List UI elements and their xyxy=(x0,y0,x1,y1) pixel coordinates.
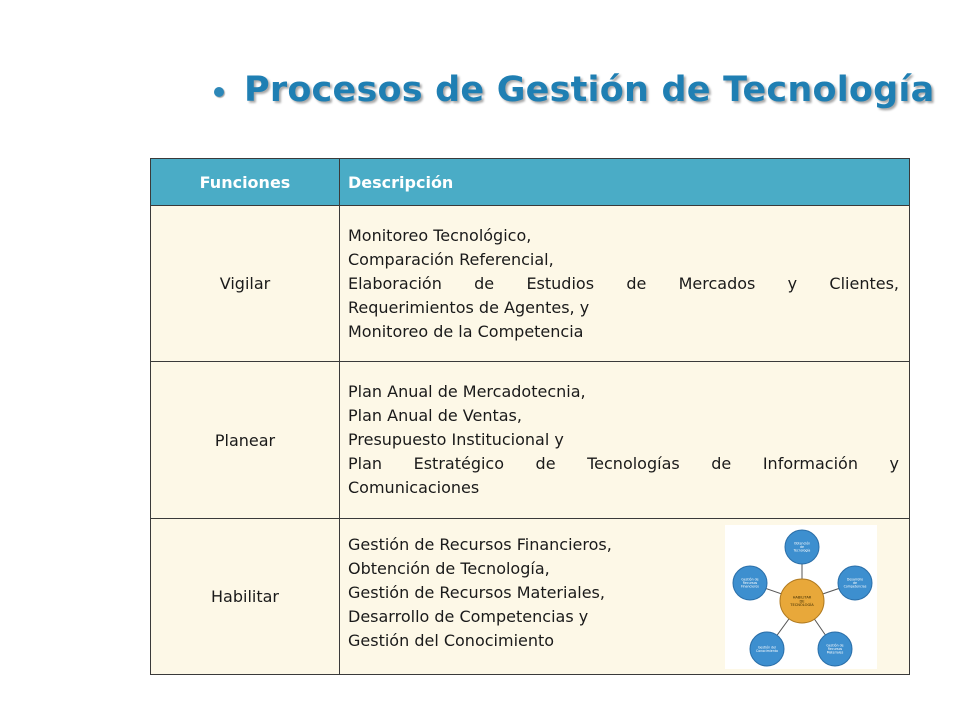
habilitar-diagram xyxy=(725,525,877,669)
descripcion-line: Comunicaciones xyxy=(348,478,480,497)
descripcion-line: Plan Anual de Mercadotecnia, xyxy=(348,382,586,401)
descripcion-cell xyxy=(340,519,910,675)
funcion-cell: Planear xyxy=(151,362,340,519)
diagram-node-label: Desarrollo de Competencias xyxy=(843,577,867,589)
descripcion-line: Gestión de Recursos Materiales, xyxy=(348,583,605,602)
descripcion-line: Desarrollo de Competencias y xyxy=(348,607,589,626)
descripcion-line: Requerimientos de Agentes, y xyxy=(348,297,590,317)
descripcion-line: Plan Estratégico de Tecnologías de Información y xyxy=(348,454,899,473)
table-row-planear xyxy=(151,362,910,519)
header-funciones: Funciones xyxy=(151,159,340,206)
processes-table xyxy=(150,158,910,675)
diagram-node-label: Gestión de Recursos Financieros xyxy=(741,577,759,589)
funcion-cell: Habilitar xyxy=(151,519,340,675)
diagram-center-label: HABILITAR DE TECNOLOGÍA xyxy=(790,595,814,608)
slide-title: Procesos de Gestión de Tecnología xyxy=(244,70,935,110)
table-row-vigilar xyxy=(151,206,910,362)
descripcion-line: Gestión del Conocimiento xyxy=(348,631,555,650)
descripcion-line: Comparación Referencial, xyxy=(348,249,554,269)
diagram-node-label: Obtención de Tecnología xyxy=(793,541,811,553)
descripcion-line: Gestión de Recursos Financieros, xyxy=(348,535,612,554)
descripcion-cell xyxy=(340,206,910,362)
descripcion-line: Presupuesto Institucional y xyxy=(348,430,564,449)
descripcion-line: Monitoreo Tecnológico, xyxy=(348,225,532,245)
table-row-habilitar xyxy=(151,519,910,675)
slide-title-row xyxy=(214,70,934,110)
diagram-node-label: Gestión de Recursos Materiales xyxy=(826,643,844,655)
descripcion-line: Elaboración de Estudios de Mercados y Clientes, xyxy=(348,273,899,293)
descripcion-cell xyxy=(340,362,910,519)
descripcion-line: Plan Anual de Ventas, xyxy=(348,406,522,425)
descripcion-line: Monitoreo de la Competencia xyxy=(348,321,584,341)
header-descripcion: Descripción xyxy=(340,159,910,206)
funcion-cell: Vigilar xyxy=(151,206,340,362)
diagram-node-label: Gestión del Conocimiento xyxy=(756,645,778,653)
bullet-icon xyxy=(214,87,224,97)
table-header-row xyxy=(151,159,910,206)
descripcion-line: Obtención de Tecnología, xyxy=(348,559,550,578)
